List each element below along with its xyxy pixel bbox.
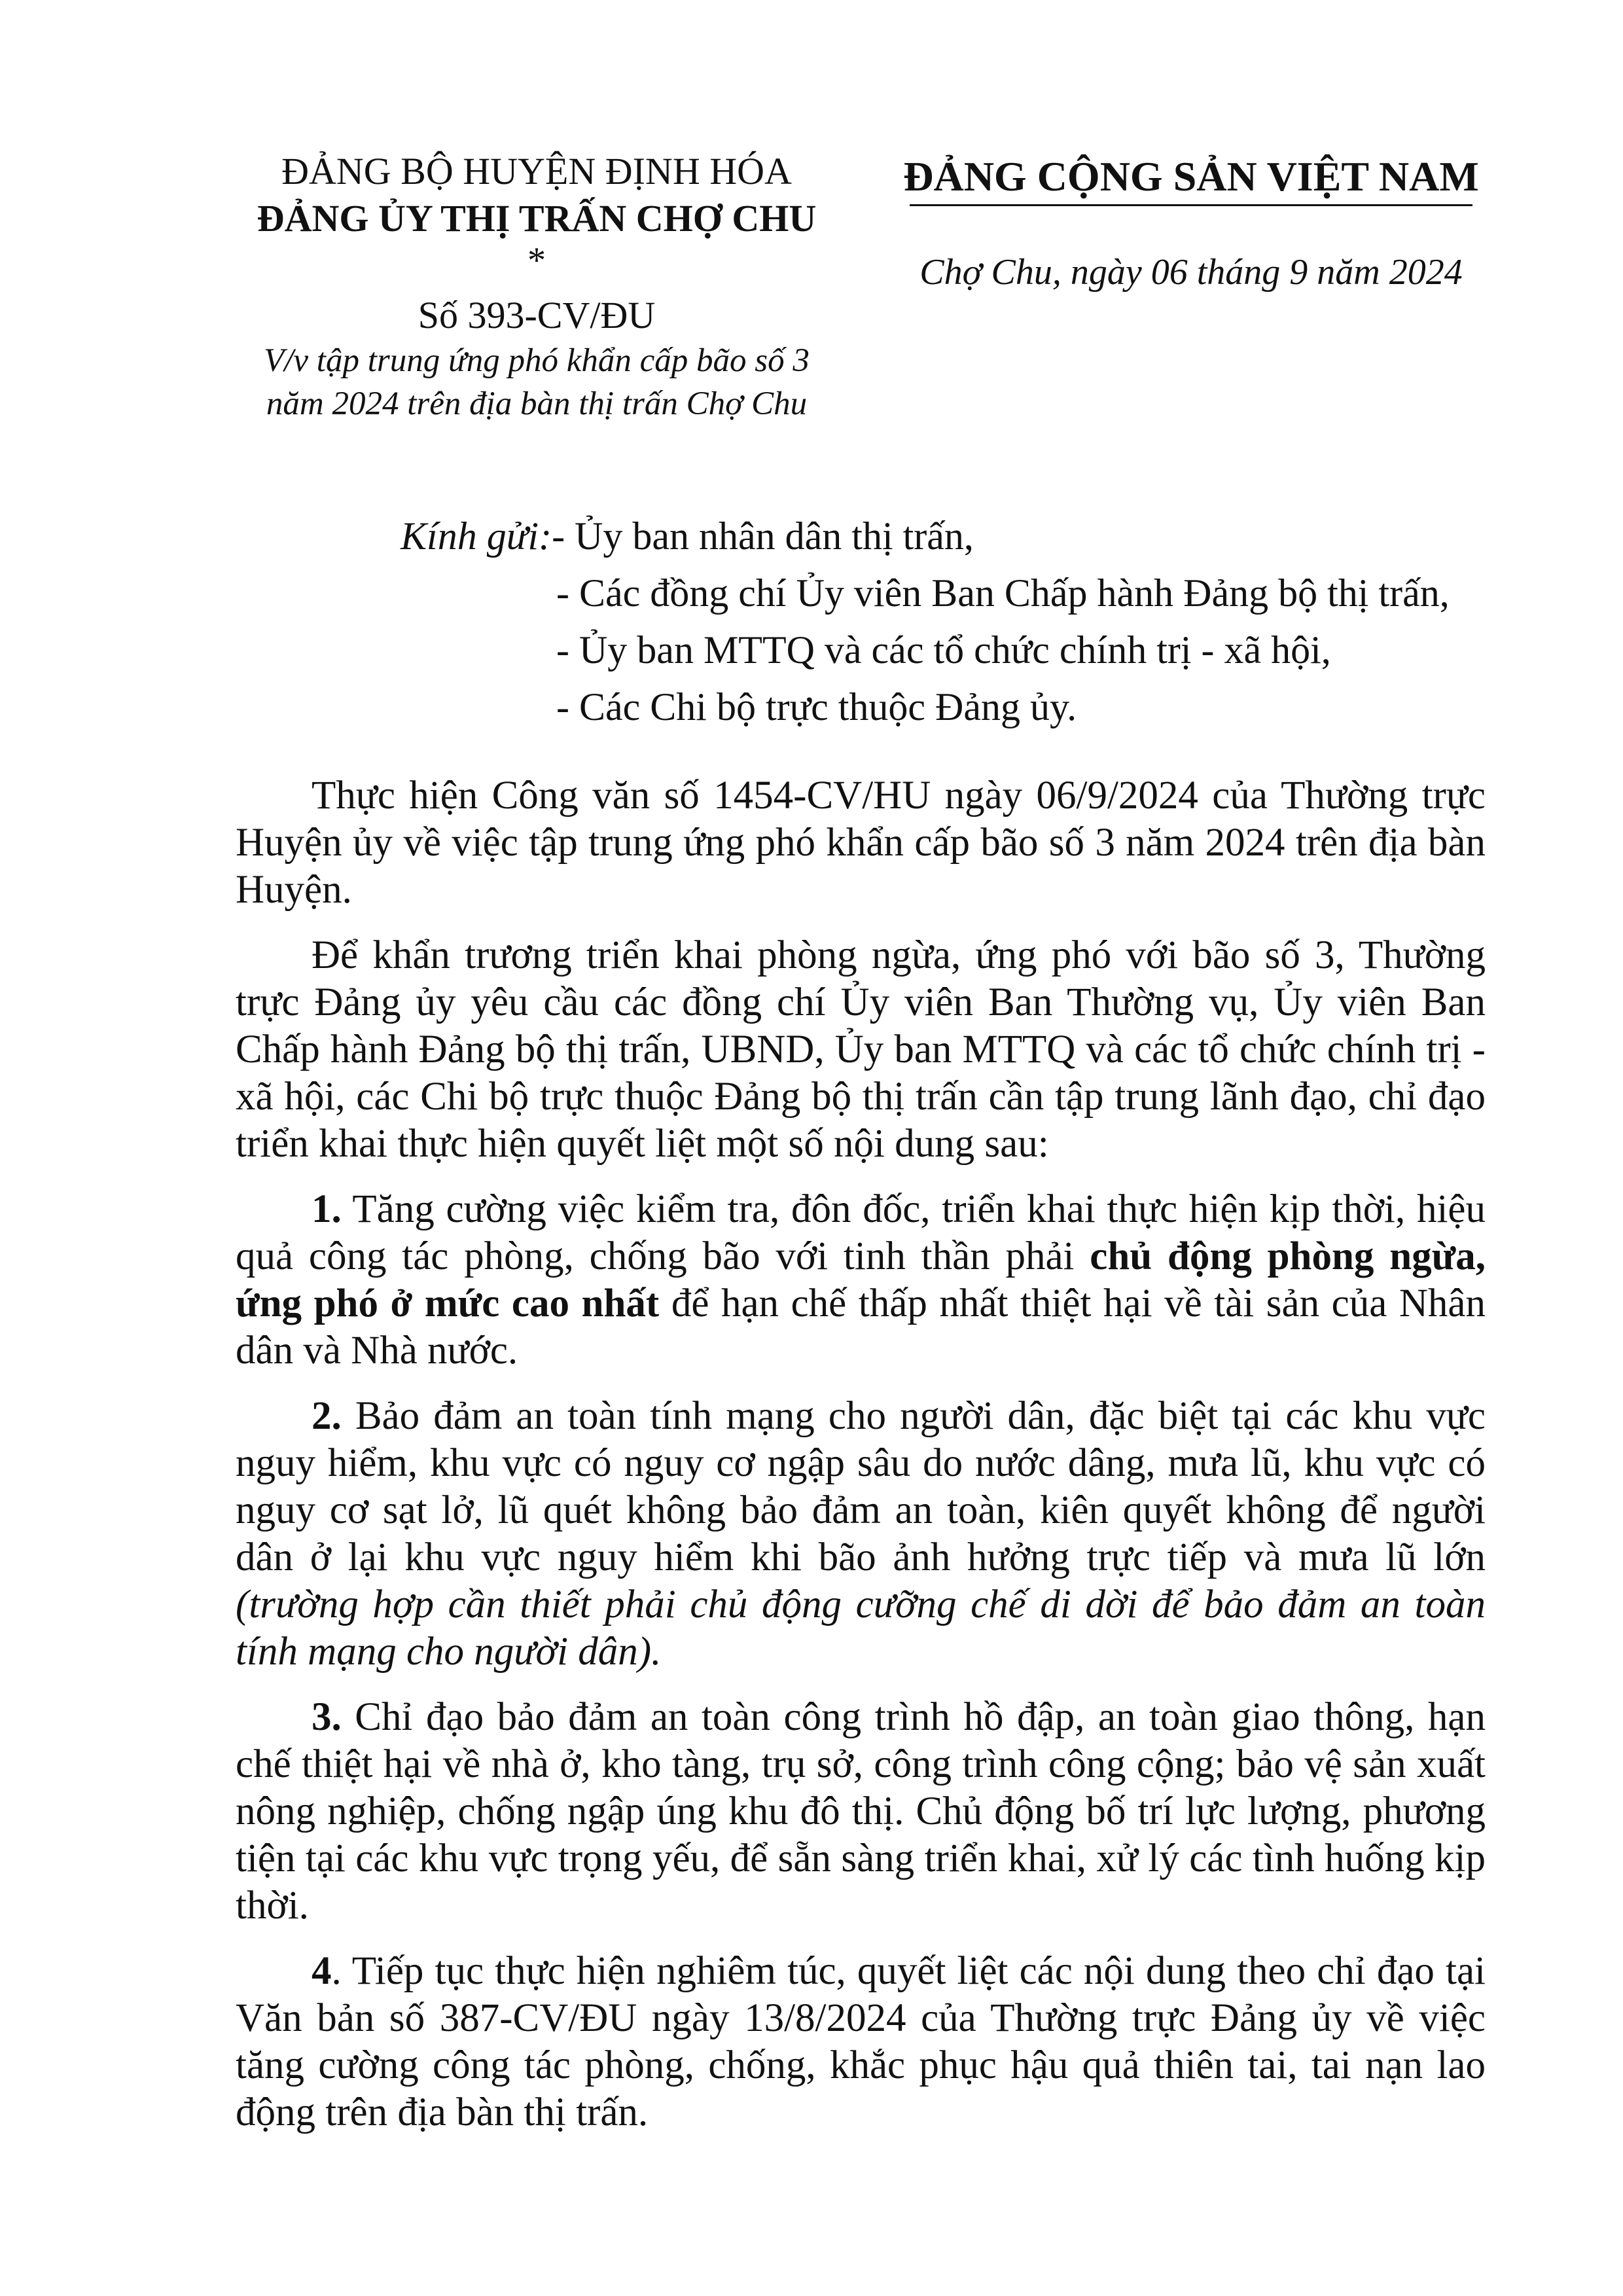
recipient-item: - Ủy ban MTTQ và các tổ chức chính trị - xã hội, [556, 628, 1331, 672]
recipient-row [401, 508, 1450, 565]
item-2-italic-note: (trường hợp cần thiết phải chủ động cưỡng chế di dời để bảo đảm an toàn tính mạng cho người dân). [236, 1583, 1486, 1674]
item-4-text: . Tiếp tục thực hiện nghiêm túc, quyết liệt các nội dung theo chỉ đạo tại Văn bản số 387-CV/ĐU ngày 13/8/2024 của Thường trực Đảng ủy về việc tăng cường công tác phòng, chống, khắc phục hậu quả thiên tai, tai nạn lao động trên địa bàn thị trấn. [236, 1949, 1486, 2134]
party-name-underline [910, 204, 1472, 206]
recipient-item: - Ủy ban nhân dân thị trấn, [552, 514, 974, 558]
document-subject [223, 339, 851, 425]
place-and-date: Chợ Chu, ngày 06 tháng 9 năm 2024 [919, 252, 1463, 293]
item-4-number: 4 [312, 1949, 332, 1993]
item-3-number: 3. [312, 1695, 342, 1739]
item-3-paragraph [236, 1694, 1486, 1929]
intro-paragraph: Thực hiện Công văn số 1454-CV/HU ngày 06/9/2024 của Thường trực Huyện ủy về việc tập trung ứng phó khẩn cấp bão số 3 năm 2024 trên địa bàn Huyện. [236, 774, 1486, 912]
item-1-emphasis: chủ động phòng ngừa, ứng phó ở mức cao nhất [236, 1234, 1486, 1325]
issuing-organization-block [223, 148, 851, 425]
subject-line-2: năm 2024 trên địa bàn thị trấn Chợ Chu [266, 386, 808, 422]
document-number: Số 393-CV/ĐU [418, 294, 656, 336]
issuing-organization: ĐẢNG ỦY THỊ TRẤN CHỢ CHU [257, 197, 817, 240]
parent-organization: ĐẢNG BỘ HUYỆN ĐỊNH HÓA [281, 150, 792, 192]
item-3-text: Chỉ đạo bảo đảm an toàn công trình hồ đập, an toàn giao thông, hạn chế thiệt hại về nhà ở, kho tàng, trụ sở, công trình công cộng; bảo vệ sản xuất nông nghiệp, chống ngập úng khu đô thị. Chủ động bố trí lực lượng, phương tiện tại các khu vực trọng yếu, để sẵn sàng triển khai, xử lý các tình huống kịp thời. [236, 1695, 1486, 1928]
document-body [236, 772, 1486, 2155]
star-separator: * [527, 240, 546, 281]
party-header-block [877, 151, 1505, 295]
item-1-number: 1. [312, 1187, 342, 1231]
item-2-text: Bảo đảm an toàn tính mạng cho người dân, đặc biệt tại các khu vực nguy hiểm, khu vực có nguy cơ ngập sâu do nước dâng, mưa lũ, khu vực có nguy cơ sạt lở, lũ quét không bảo đảm an toàn, kiên quyết không để người dân ở lại khu vực nguy hiểm khi bão ảnh hưởng trực tiếp và mưa lũ lớn [236, 1394, 1486, 1579]
item-1-text-b: để hạn chế thấp nhất thiệt hại về tài sản của Nhân dân và Nhà nước. [236, 1282, 1486, 1372]
item-2-number: 2. [312, 1394, 342, 1438]
subject-line-1: V/v tập trung ứng phó khẩn cấp bão số 3 [264, 342, 810, 379]
item-1-paragraph [236, 1186, 1486, 1374]
party-name: ĐẢNG CỘNG SẢN VIỆT NAM [903, 153, 1479, 200]
item-1-text-a: Tăng cường việc kiểm tra, đôn đốc, triển khai thực hiện kịp thời, hiệu quả công tác phòng, chống bão với tinh thần phải [236, 1187, 1486, 1278]
recipients-block [401, 508, 1450, 736]
item-2-paragraph [236, 1393, 1486, 1676]
recipient-item: - Các Chi bộ trực thuộc Đảng ủy. [556, 685, 1077, 728]
item-4-paragraph [236, 1948, 1486, 2136]
recipients-label: Kính gửi: [401, 514, 552, 558]
request-paragraph: Để khẩn trương triển khai phòng ngừa, ứng phó với bão số 3, Thường trực Đảng ủy yêu cầu các đồng chí Ủy viên Ban Thường vụ, Ủy viên Ban Chấp hành Đảng bộ thị trấn, UBND, Ủy ban MTTQ và các tổ chức chính trị - xã hội, các Chi bộ trực thuộc Đảng bộ thị trấn cần tập trung lãnh đạo, chỉ đạo triển khai thực hiện quyết liệt một số nội dung sau: [236, 933, 1486, 1166]
recipient-item: - Các đồng chí Ủy viên Ban Chấp hành Đảng bộ thị trấn, [556, 571, 1450, 615]
